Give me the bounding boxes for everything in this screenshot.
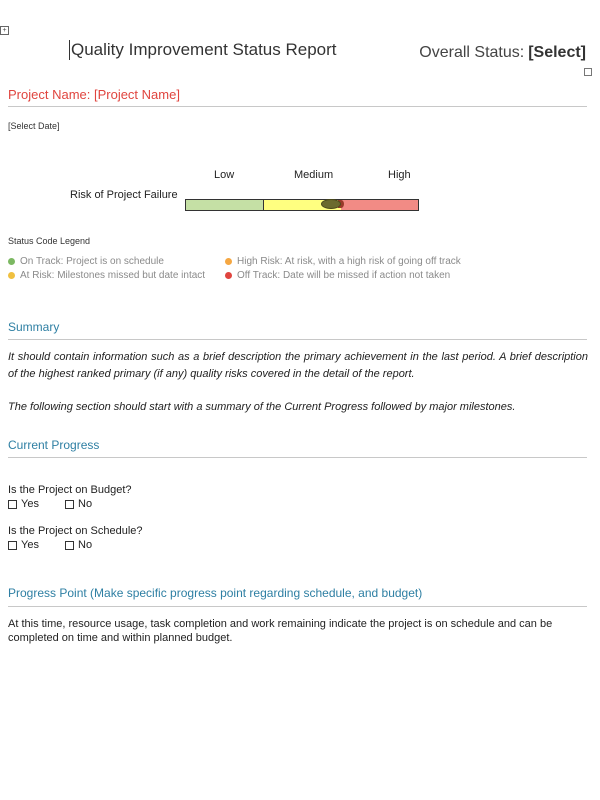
divider xyxy=(8,106,587,107)
budget-yes-option[interactable] xyxy=(8,498,39,510)
report-date[interactable]: [Select Date] xyxy=(8,121,60,131)
legend-title: Status Code Legend xyxy=(8,236,91,246)
status-dot-icon xyxy=(225,272,232,279)
overall-status-checkbox[interactable] xyxy=(584,68,592,76)
table-move-handle-icon[interactable]: + xyxy=(0,26,9,35)
risk-level-low: Low xyxy=(214,169,235,181)
legend-item-on-track xyxy=(8,256,164,267)
legend-item-high-risk xyxy=(225,256,461,267)
status-dot-icon xyxy=(8,272,15,279)
risk-gauge xyxy=(185,199,419,211)
summary-paragraph-2[interactable]: The following section should start with a summary of the Current Progress followed by major milestones. xyxy=(8,401,516,413)
checkbox-icon[interactable] xyxy=(8,541,17,550)
risk-title: Risk of Project Failure xyxy=(70,189,178,201)
option-label: No xyxy=(78,539,93,551)
legend-text: At Risk: Milestones missed but date intact xyxy=(20,270,206,281)
risk-segment-low xyxy=(186,200,264,210)
summary-paragraph[interactable]: It should contain information such as a brief description the primary achievement in the last period. A brief description of the highest ranked primary (if any) quality risks covered in the detail of the report. xyxy=(8,351,588,380)
legend-item-off-track xyxy=(225,270,450,281)
report-title[interactable]: Quality Improvement Status Report xyxy=(71,40,337,59)
checkbox-icon[interactable] xyxy=(8,500,17,509)
status-dot-icon xyxy=(225,258,232,265)
risk-marker[interactable] xyxy=(321,199,341,209)
divider xyxy=(8,606,587,607)
project-name[interactable]: Project Name: [Project Name] xyxy=(8,87,180,102)
risk-level-medium: Medium xyxy=(294,169,334,181)
budget-no-option[interactable] xyxy=(65,498,92,510)
risk-segment-high xyxy=(341,200,418,210)
option-label: Yes xyxy=(21,539,39,551)
budget-question: Is the Project on Budget? xyxy=(8,484,132,496)
progress-point-heading: Progress Point (Make specific progress point regarding schedule, and budget) xyxy=(8,586,423,600)
checkbox-icon[interactable] xyxy=(65,500,74,509)
divider xyxy=(8,457,587,458)
legend-text: High Risk: At risk, with a high risk of going off track xyxy=(237,256,461,267)
schedule-question: Is the Project on Schedule? xyxy=(8,525,143,537)
schedule-yes-option[interactable] xyxy=(8,539,39,551)
overall-status xyxy=(419,44,586,62)
summary-heading: Summary xyxy=(8,320,60,334)
legend-text: Off Track: Date will be missed if action not taken xyxy=(237,270,451,281)
checkbox-icon[interactable] xyxy=(65,541,74,550)
overall-status-select[interactable]: [Select] xyxy=(528,44,586,61)
status-dot-icon xyxy=(8,258,15,265)
progress-point-text[interactable]: At this time, resource usage, task completion and work remaining indicate the project is on schedule and can be completed on time and within planned budget. xyxy=(8,618,553,644)
schedule-no-option[interactable] xyxy=(65,539,92,551)
overall-status-label: Overall Status: xyxy=(419,44,525,61)
current-progress-heading: Current Progress xyxy=(8,438,100,452)
legend-item-at-risk xyxy=(8,270,205,281)
option-label: No xyxy=(78,498,93,510)
divider xyxy=(8,339,587,340)
legend-text: On Track: Project is on schedule xyxy=(20,256,164,267)
option-label: Yes xyxy=(21,498,39,510)
risk-level-high: High xyxy=(388,169,411,181)
